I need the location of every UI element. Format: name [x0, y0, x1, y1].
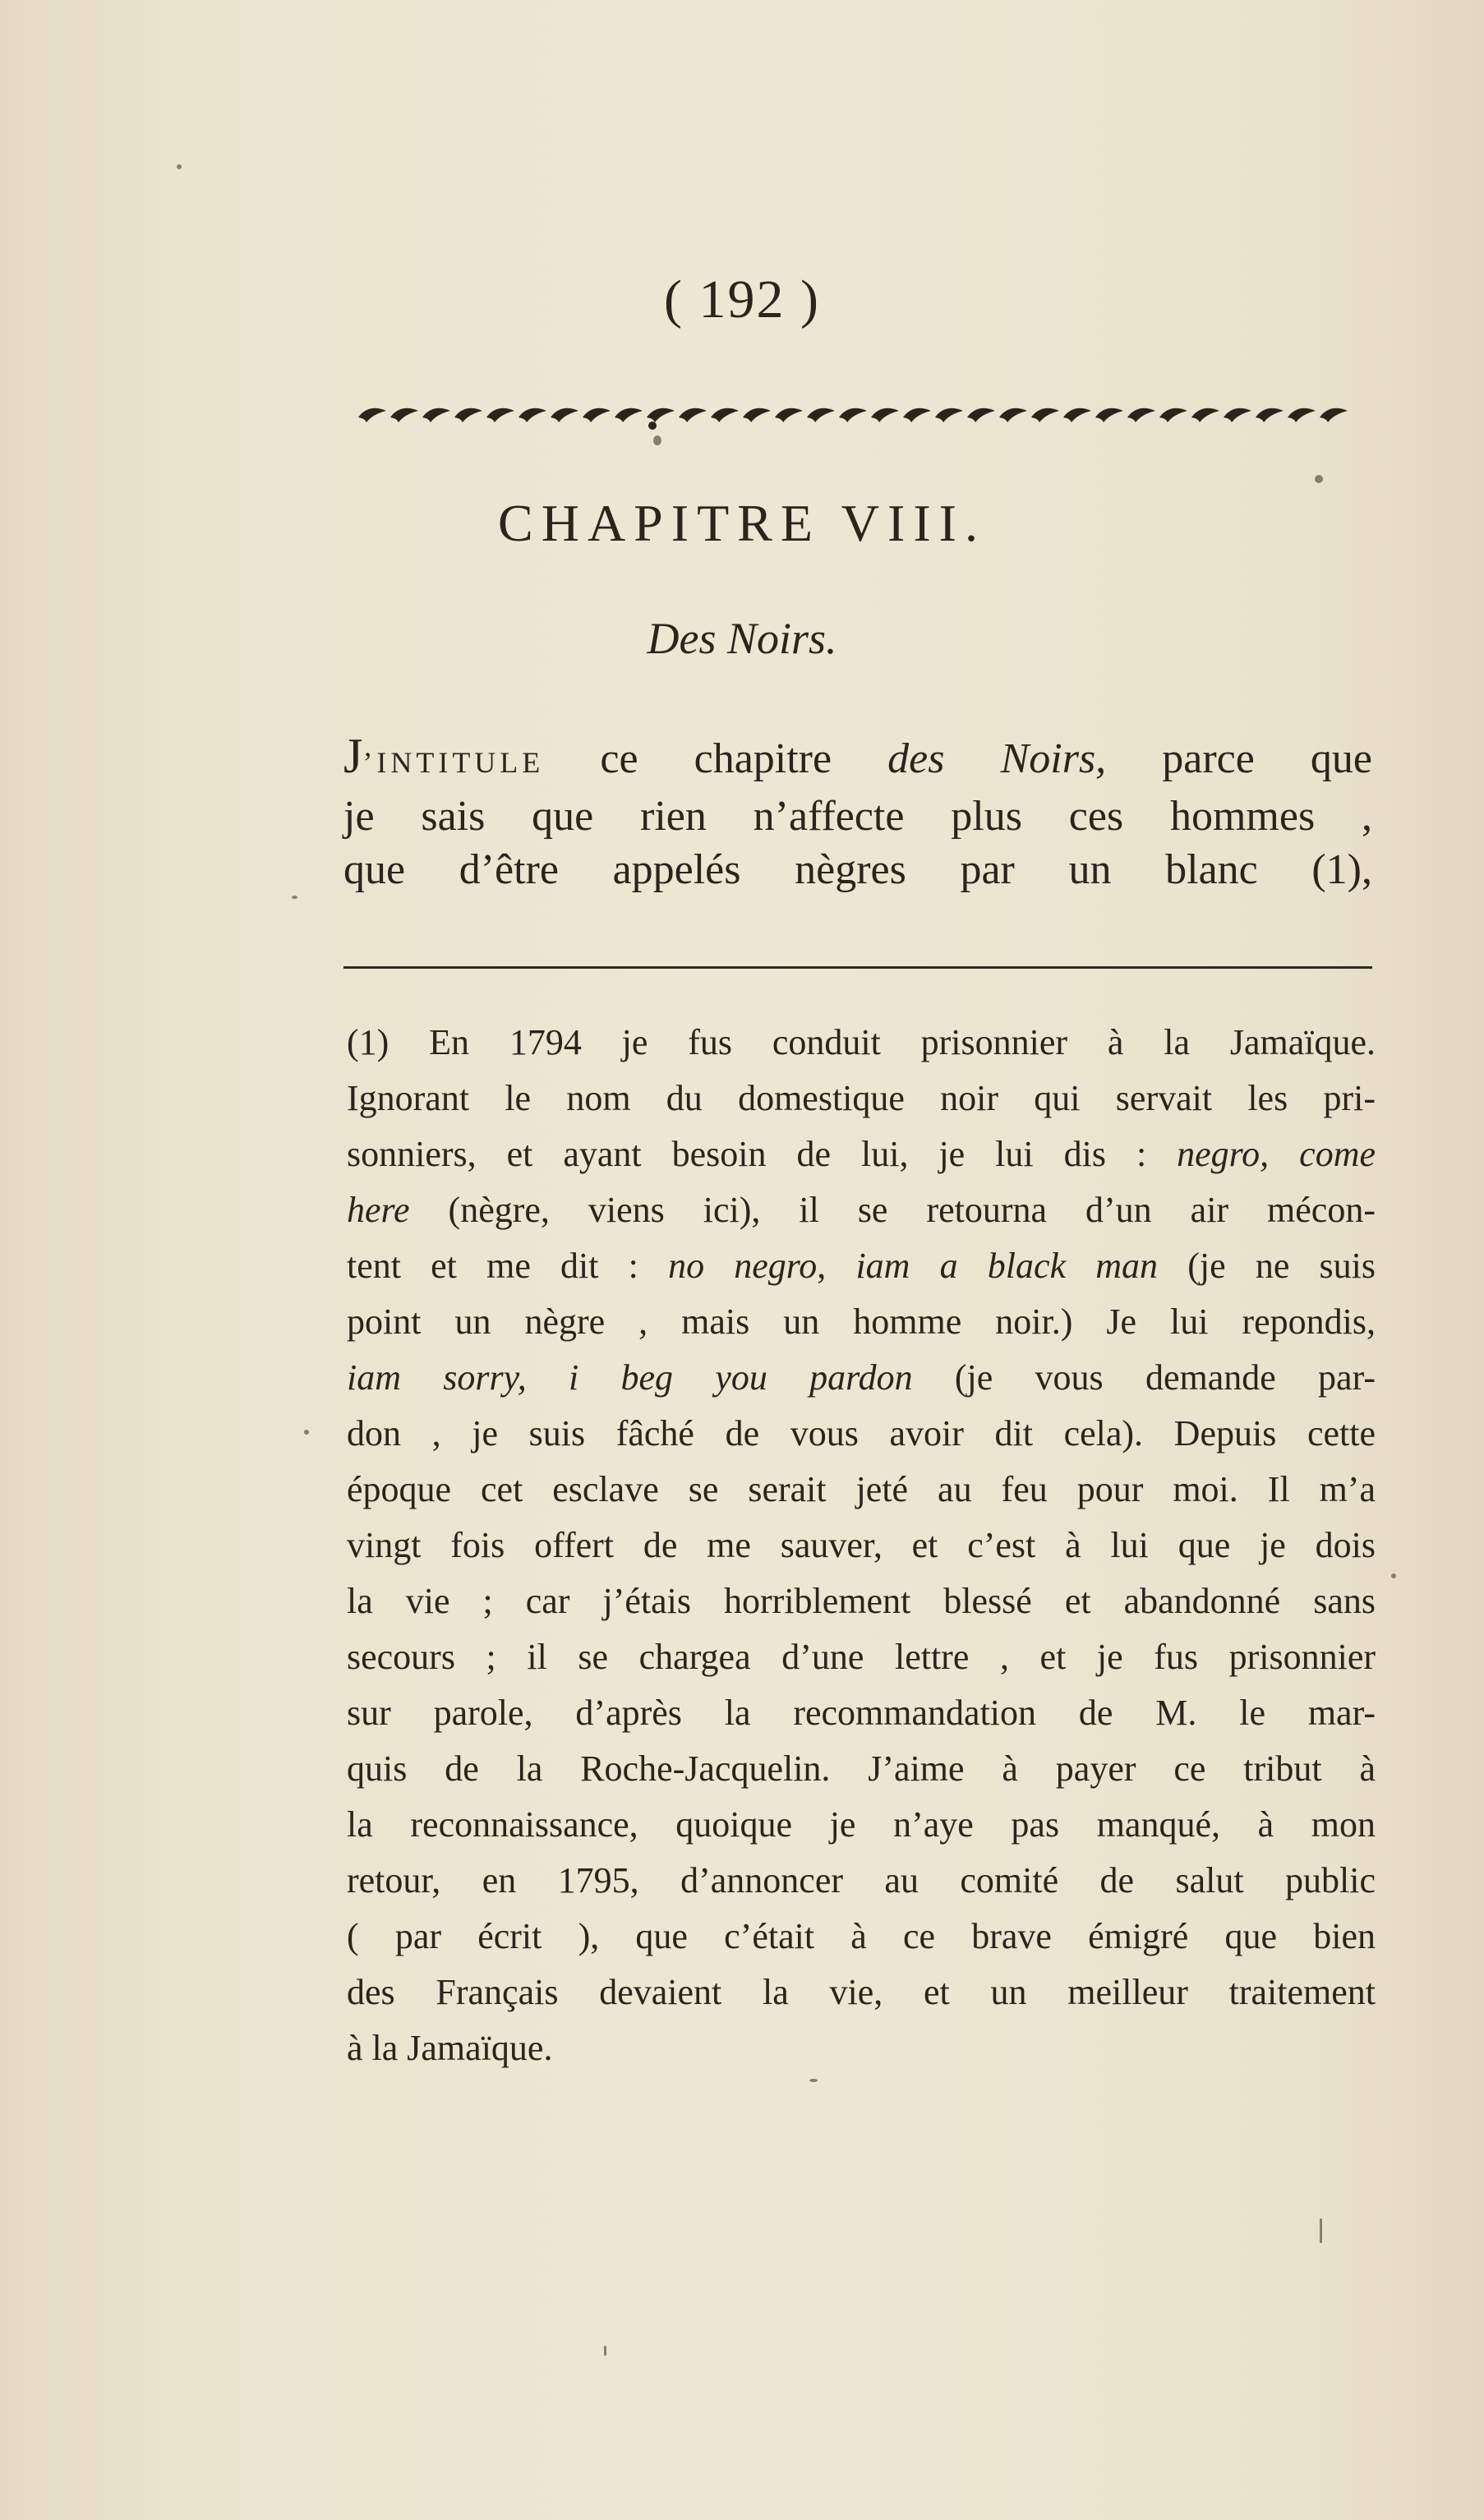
body-text — [343, 730, 1372, 896]
footnote — [347, 1015, 1376, 2076]
body-line-1 — [343, 730, 1372, 790]
ornament-leaf — [583, 408, 611, 422]
footnote-line — [347, 1238, 1376, 1294]
paper-speck — [1315, 475, 1323, 483]
ornament-dot — [648, 422, 657, 430]
ornament-leaf — [839, 408, 867, 422]
footnote-line — [347, 1350, 1376, 1406]
paper-speck — [1391, 1573, 1396, 1578]
ornament-leaf — [518, 408, 546, 422]
smallcaps-start: ’I — [362, 746, 391, 779]
body-line-1-italic: des Noirs, — [887, 735, 1107, 782]
ornament-leaf — [1095, 408, 1123, 422]
dropcap: J — [343, 729, 363, 783]
ornament-leaf — [1320, 408, 1348, 422]
footnote-italic: iam sorry, i beg you pardon — [347, 1357, 913, 1398]
ornament-leaf — [551, 408, 578, 422]
footnote-text: (je vous demande par- — [912, 1357, 1376, 1398]
ornament-leaf — [967, 408, 995, 422]
ornament-leaf — [711, 408, 739, 422]
ornament-leaf — [1127, 408, 1155, 422]
ornament-leaf — [871, 408, 899, 422]
smallcaps-rest: NTITULE — [390, 746, 545, 779]
footnote-line: vingt fois offert de me sauver, et c’est à lui que je dois — [347, 1525, 1376, 1565]
ornament-leaf — [390, 408, 418, 422]
ornament-rule — [355, 401, 1353, 431]
ornament-leaf — [615, 408, 643, 422]
footnote-line: Ignorant le nom du domestique noir qui servait les pri- — [347, 1078, 1376, 1118]
footnote-line — [347, 1182, 1376, 1238]
ornament-leaf — [743, 408, 771, 422]
paper-speck — [604, 2346, 606, 2356]
ornament-leaf — [903, 408, 931, 422]
ornament-leaf — [679, 408, 707, 422]
footnote-text: , — [817, 1246, 856, 1286]
ornament-leaf — [1063, 408, 1091, 422]
footnote-italic: iam a black man — [855, 1246, 1159, 1286]
paper-speck — [809, 2079, 818, 2082]
ornament-leaf — [1191, 408, 1219, 422]
ornament-leaf — [422, 408, 450, 422]
footnote-italic: negro, come — [1177, 1134, 1376, 1174]
footnote-line: point un nègre , mais un homme noir.) Je lui repondis, — [347, 1301, 1376, 1342]
ornament-leaf — [807, 408, 835, 422]
paper-speck — [292, 896, 297, 899]
ornament-leaf — [454, 408, 482, 422]
footnote-italic: here — [347, 1190, 410, 1230]
ornament-leaf — [1256, 408, 1284, 422]
footnote-line: (1) En 1794 je fus conduit prisonnier à la Jamaïque. — [347, 1022, 1376, 1062]
ornament-leaf — [1159, 408, 1187, 422]
footnote-text: sonniers, et ayant besoin de lui, je lui dis : — [347, 1134, 1178, 1174]
footnote-text: (nègre, viens ici), il se retourna d’un air mécon- — [409, 1190, 1376, 1230]
footnote-line: à la Jamaïque. — [347, 2028, 553, 2068]
footnote-text: tent et me dit : — [347, 1246, 669, 1286]
footnote-italic: no negro — [668, 1246, 818, 1286]
footnote-line: des Français devaient la vie, et un meilleur traitement — [347, 1972, 1376, 2012]
ornament-leaf — [358, 408, 386, 422]
paper-speck — [177, 164, 182, 169]
footnote-line: la vie ; car j’étais horriblement blessé et abandonné sans — [347, 1581, 1376, 1621]
footnote-line: retour, en 1795, d’annoncer au comité de salut public — [347, 1860, 1376, 1900]
footnote-line: ( par écrit ), que c’était à ce brave émigré que bien — [347, 1916, 1376, 1956]
footnote-line: la reconnaissance, quoique je n’aye pas manqué, à mon — [347, 1804, 1376, 1845]
paper-speck — [304, 1430, 309, 1435]
ornament-leaf — [935, 408, 963, 422]
ornament-pattern — [358, 408, 1348, 422]
ornament-leaf — [999, 408, 1027, 422]
ornament-leaf — [1224, 408, 1251, 422]
ornament-leaf — [486, 408, 514, 422]
ornament-leaf — [775, 408, 803, 422]
footnote-line — [347, 1126, 1376, 1182]
ornament-leaf — [1031, 408, 1059, 422]
paper-speck — [1320, 2218, 1322, 2243]
footnote-text: (je ne suis — [1158, 1246, 1376, 1286]
chapter-heading: CHAPITRE VIII. — [498, 494, 986, 552]
footnote-line: époque cet esclave se serait jeté au feu pour moi. Il m’a — [347, 1469, 1376, 1509]
body-line-1-text-a: ce chapitre — [544, 735, 888, 782]
footnote-line: secours ; il se chargea d’une lettre , et je fus prisonnier — [347, 1637, 1376, 1677]
footnote-line: quis de la Roche-Jacquelin. J’aime à payer ce tribut à — [347, 1748, 1376, 1789]
body-line-1-text-b: parce que — [1106, 735, 1372, 782]
footnote-line: don , je suis fâché de vous avoir dit cela). Depuis cette — [347, 1413, 1376, 1453]
chapter-subtitle: Des Noirs. — [647, 614, 837, 663]
paper-speck — [653, 435, 661, 445]
ornament-leaf — [1288, 408, 1316, 422]
footnote-rule — [343, 966, 1372, 969]
footnote-line: sur parole, d’après la recommandation de M. le mar- — [347, 1693, 1376, 1733]
body-line-2: je sais que rien n’affecte plus ces hommes , — [343, 793, 1372, 840]
body-line-3: que d’être appelés nègres par un blanc (1), — [343, 846, 1372, 893]
ornament-leaf — [647, 408, 675, 422]
page-number: ( 192 ) — [664, 270, 820, 329]
